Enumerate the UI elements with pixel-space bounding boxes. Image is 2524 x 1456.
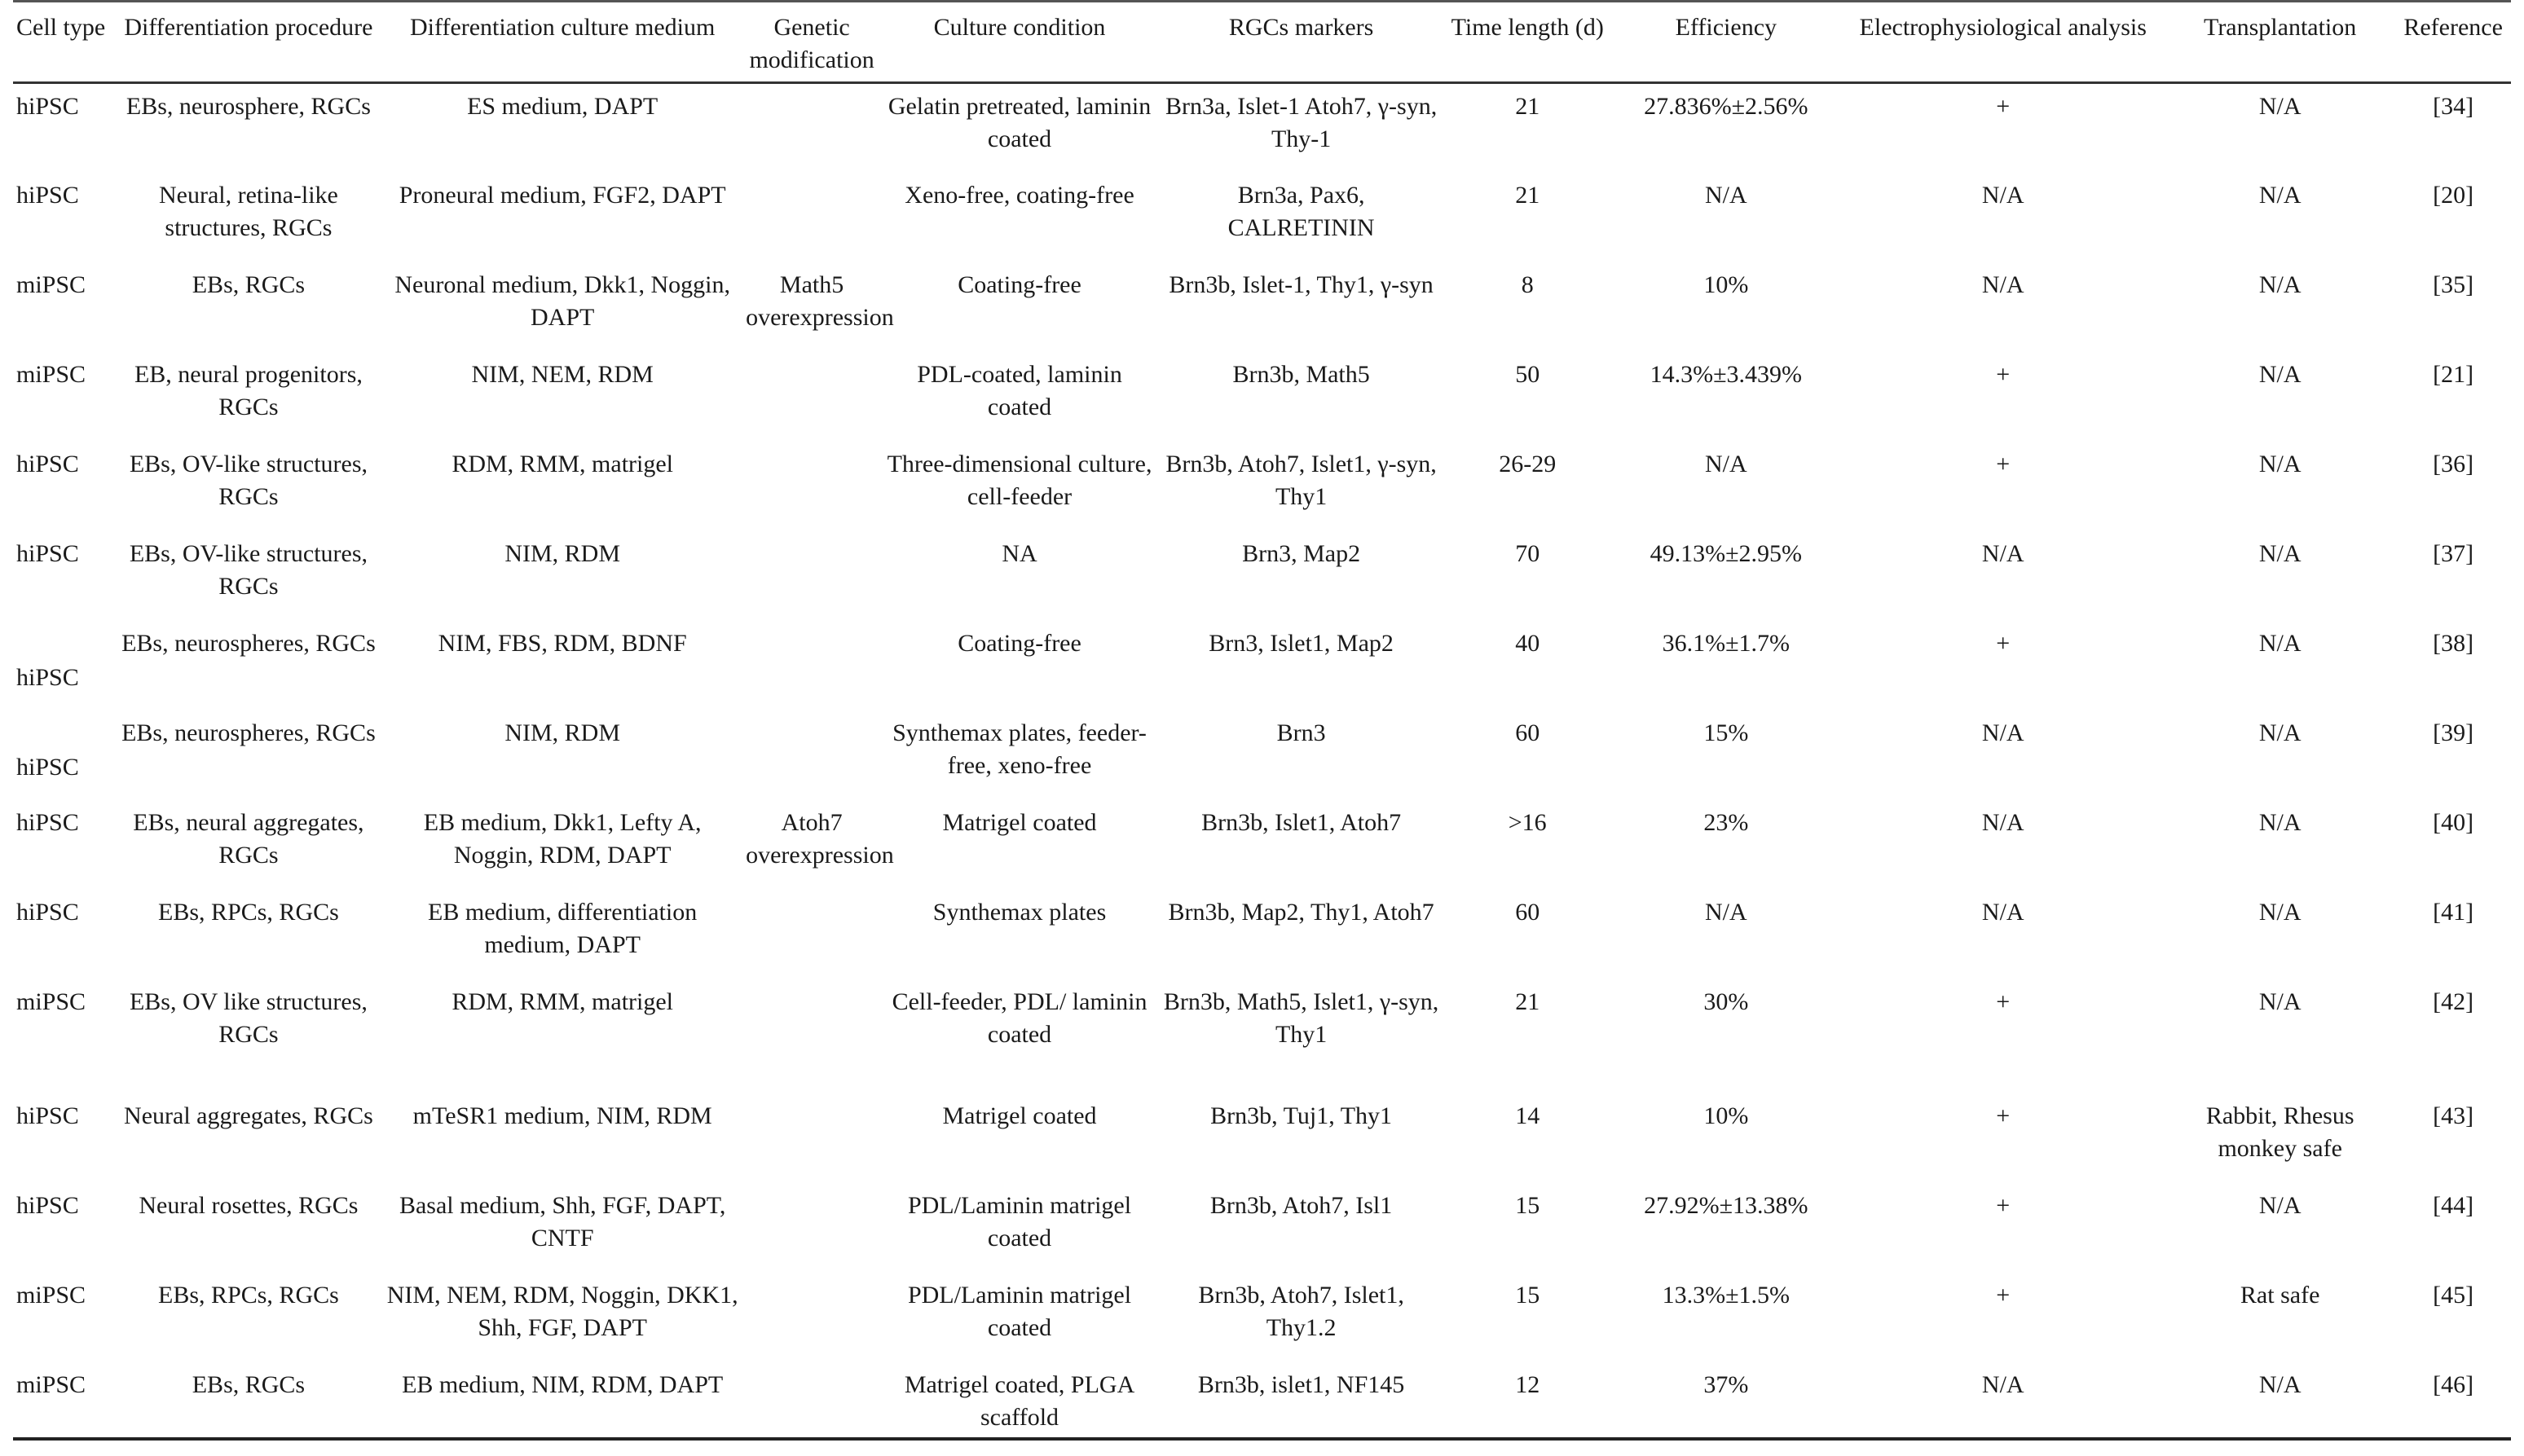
cell-transplantation: N/A — [2258, 271, 2302, 298]
header-genetic-modification: Genetic modification — [742, 0, 881, 83]
cell-culture-medium: Proneural medium, FGF2, DAPT — [399, 181, 726, 209]
cell-genetic-modification — [742, 1183, 881, 1273]
cell-time-length: 21 — [1515, 181, 1540, 209]
cell-culture-condition: Three-dimensional culture, cell-feeder — [887, 450, 1152, 510]
cell-culture-medium: NIM, FBS, RDM, BDNF — [438, 629, 687, 657]
cell-differentiation-procedure: EBs, OV-like structures, RGCs — [129, 539, 368, 600]
header-electrophysiological-analysis: Electrophysiological analysis — [1841, 0, 2165, 83]
cell-reference: [37] — [2433, 539, 2474, 567]
header-culture-condition: Culture condition — [881, 0, 1158, 83]
cell-rgc-markers: Brn3b, Atoh7, Islet1, γ-syn, Thy1 — [1165, 450, 1437, 510]
cell-reference: [20] — [2433, 181, 2474, 209]
cell-electrophysiological-analysis: + — [1996, 1281, 2011, 1309]
cell-genetic-modification — [742, 442, 881, 531]
table-row — [13, 83, 2511, 173]
cell-transplantation: N/A — [2258, 1191, 2302, 1219]
cell-electrophysiological-analysis: + — [1996, 450, 2011, 477]
cell-efficiency: 36.1%±1.7% — [1662, 629, 1791, 657]
cell-culture-medium: NIM, NEM, RDM — [471, 360, 654, 388]
cell-culture-condition: Matrigel coated, PLGA scaffold — [881, 1362, 1158, 1439]
cell-rgc-markers: Brn3a, Pax6, CALRETININ — [1227, 181, 1375, 241]
cell-genetic-modification — [742, 352, 881, 442]
cell-genetic-modification: Math5 overexpression — [746, 271, 894, 331]
cell-genetic-modification — [742, 531, 881, 621]
cell-culture-medium: Neuronal medium, Dkk1, Noggin, DAPT — [394, 271, 730, 331]
table-row — [13, 890, 2511, 979]
table-row — [13, 621, 2511, 710]
table-row — [13, 800, 2511, 890]
cell-time-length: 26-29 — [1499, 450, 1557, 477]
cell-transplantation: N/A — [2258, 808, 2302, 836]
cell-differentiation-procedure: EBs, neural aggregates, RGCs — [133, 808, 364, 869]
cell-culture-medium: mTeSR1 medium, NIM, RDM — [412, 1102, 712, 1129]
cell-culture-condition: Synthemax plates — [932, 898, 1107, 926]
cell-reference: [38] — [2433, 629, 2474, 657]
cell-culture-condition: Synthemax plates, feeder-free, xeno-free — [892, 719, 1147, 779]
cell-rgc-markers: Brn3a, Islet-1 Atoh7, γ-syn, Thy-1 — [1165, 93, 1438, 152]
cell-differentiation-procedure: EBs, neurospheres, RGCs — [121, 629, 376, 657]
cell-transplantation: Rat safe — [2240, 1281, 2320, 1309]
cell-genetic-modification — [742, 710, 881, 800]
cell-time-length: 70 — [1515, 539, 1540, 567]
cell-rgc-markers: Brn3b, Islet-1, Thy1, γ-syn — [1169, 271, 1434, 298]
cell-differentiation-procedure: Neural, retina-like structures, RGCs — [158, 181, 338, 241]
cell-culture-condition: Xeno-free, coating-free — [905, 181, 1134, 209]
cell-electrophysiological-analysis: N/A — [1981, 539, 2024, 567]
top-rule — [13, 0, 2511, 2]
cell-efficiency: 10% — [1703, 1102, 1749, 1129]
cell-cell-type: miPSC — [13, 1362, 115, 1439]
cell-culture-condition: Coating-free — [958, 629, 1081, 657]
cell-electrophysiological-analysis: N/A — [1981, 181, 2024, 209]
cell-time-length: 15 — [1515, 1281, 1540, 1309]
cell-electrophysiological-analysis: + — [1996, 1191, 2011, 1219]
cell-reference: [42] — [2433, 988, 2474, 1015]
table-row — [13, 352, 2511, 442]
cell-reference: [35] — [2433, 271, 2474, 298]
cell-time-length: 60 — [1515, 898, 1540, 926]
header-culture-medium: Differentiation culture medium — [382, 0, 742, 83]
table-row — [13, 442, 2511, 531]
cell-electrophysiological-analysis: + — [1996, 360, 2011, 388]
cell-cell-type: hiPSC — [16, 450, 79, 477]
cell-rgc-markers: Brn3, Islet1, Map2 — [1209, 629, 1394, 657]
cell-efficiency: N/A — [1704, 181, 1747, 209]
cell-culture-medium: NIM, RDM — [504, 539, 620, 567]
cell-genetic-modification — [742, 1093, 881, 1183]
cell-electrophysiological-analysis: N/A — [1841, 1362, 2165, 1439]
table-row — [13, 710, 2511, 800]
cell-cell-type: hiPSC — [16, 93, 79, 120]
cell-genetic-modification — [742, 173, 881, 262]
cell-cell-type: hiPSC — [16, 898, 79, 926]
header-transplantation: Transplantation — [2165, 0, 2395, 83]
cell-reference: [36] — [2433, 450, 2474, 477]
cell-culture-condition: PDL-coated, laminin coated — [917, 360, 1122, 420]
cell-culture-medium: ES medium, DAPT — [467, 93, 659, 120]
cell-genetic-modification — [742, 83, 881, 173]
cell-genetic-modification — [742, 979, 881, 1093]
cell-cell-type: hiPSC — [16, 539, 79, 567]
cell-culture-condition: Coating-free — [958, 271, 1081, 298]
cell-differentiation-procedure: EB, neural progenitors, RGCs — [134, 360, 363, 420]
cell-electrophysiological-analysis: + — [1996, 93, 2011, 120]
cell-cell-type: miPSC — [16, 1281, 86, 1309]
cell-culture-condition: PDL/Laminin matrigel coated — [907, 1281, 1132, 1341]
header-reference: Reference — [2395, 0, 2511, 83]
header-time-length: Time length (d) — [1444, 0, 1610, 83]
cell-electrophysiological-analysis: N/A — [1981, 808, 2024, 836]
cell-efficiency: 13.3%±1.5% — [1662, 1281, 1791, 1309]
cell-transplantation: N/A — [2258, 181, 2302, 209]
cell-reference: [39] — [2433, 719, 2474, 746]
header-efficiency: Efficiency — [1610, 0, 1841, 83]
cell-differentiation-procedure: EBs, RPCs, RGCs — [158, 898, 339, 926]
cell-rgc-markers: Brn3b, Math5, Islet1, γ-syn, Thy1 — [1163, 988, 1439, 1048]
cell-transplantation: N/A — [2258, 539, 2302, 567]
table-row — [13, 1093, 2511, 1183]
cell-time-length: >16 — [1508, 808, 1547, 836]
cell-efficiency: 14.3%±3.439% — [1650, 360, 1803, 388]
cell-efficiency: N/A — [1704, 450, 1747, 477]
cell-genetic-modification — [742, 1362, 881, 1439]
cell-transplantation: Rabbit, Rhesus monkey safe — [2205, 1102, 2354, 1162]
cell-cell-type: hiPSC — [16, 181, 79, 209]
cell-efficiency: 49.13%±2.95% — [1650, 539, 1803, 567]
cell-reference: [43] — [2433, 1102, 2474, 1129]
cell-transplantation: N/A — [2258, 450, 2302, 477]
rgc-differentiation-table-container — [13, 0, 2511, 1441]
cell-rgc-markers: Brn3b, islet1, NF145 — [1158, 1362, 1444, 1439]
cell-culture-condition: PDL/Laminin matrigel coated — [907, 1191, 1132, 1251]
cell-differentiation-procedure: EBs, neurosphere, RGCs — [126, 93, 371, 120]
header-cell-type: Cell type — [13, 0, 115, 83]
cell-rgc-markers: Brn3b, Islet1, Atoh7 — [1201, 808, 1402, 836]
cell-culture-medium: RDM, RMM, matrigel — [452, 988, 673, 1015]
cell-cell-type: hiPSC — [16, 808, 79, 836]
cell-rgc-markers: Brn3b, Tuj1, Thy1 — [1210, 1102, 1393, 1129]
cell-differentiation-procedure: EBs, RGCs — [115, 1362, 383, 1439]
cell-culture-condition: Cell-feeder, PDL/ laminin coated — [892, 988, 1147, 1048]
table-row — [13, 262, 2511, 352]
cell-cell-type: hiPSC — [16, 1191, 79, 1219]
table-body — [13, 83, 2511, 1439]
cell-genetic-modification — [742, 621, 881, 710]
cell-culture-condition: NA — [1002, 539, 1037, 567]
cell-time-length: 14 — [1515, 1102, 1540, 1129]
cell-reference: [44] — [2433, 1191, 2474, 1219]
table-row — [13, 979, 2511, 1093]
cell-cell-type: miPSC — [16, 271, 86, 298]
cell-rgc-markers: Brn3b, Math5 — [1232, 360, 1370, 388]
cell-efficiency: 27.92%±13.38% — [1644, 1191, 1808, 1219]
cell-transplantation: N/A — [2258, 629, 2302, 657]
cell-time-length: 12 — [1444, 1362, 1610, 1439]
cell-time-length: 8 — [1521, 271, 1534, 298]
cell-transplantation: N/A — [2165, 1362, 2395, 1439]
cell-efficiency: 37% — [1610, 1362, 1841, 1439]
cell-transplantation: N/A — [2258, 898, 2302, 926]
cell-transplantation: N/A — [2258, 988, 2302, 1015]
cell-efficiency: 30% — [1703, 988, 1749, 1015]
cell-differentiation-procedure: EBs, RPCs, RGCs — [158, 1281, 339, 1309]
cell-rgc-markers: Brn3 — [1276, 719, 1326, 746]
cell-reference: [41] — [2433, 898, 2474, 926]
cell-electrophysiological-analysis: N/A — [1981, 719, 2024, 746]
cell-electrophysiological-analysis: + — [1996, 988, 2011, 1015]
cell-electrophysiological-analysis: N/A — [1981, 271, 2024, 298]
header-differentiation-procedure: Differentiation procedure — [115, 0, 383, 83]
cell-time-length: 50 — [1515, 360, 1540, 388]
header-row — [13, 0, 2511, 83]
cell-differentiation-procedure: EBs, OV like structures, RGCs — [129, 988, 368, 1048]
cell-cell-type: hiPSC — [16, 1102, 79, 1129]
cell-time-length: 15 — [1515, 1191, 1540, 1219]
cell-transplantation: N/A — [2258, 93, 2302, 120]
cell-culture-medium: NIM, NEM, RDM, Noggin, DKK1, Shh, FGF, DAPT — [386, 1281, 738, 1341]
cell-culture-condition: Gelatin pretreated, laminin coated — [888, 93, 1152, 152]
cell-genetic-modification: Atoh7 overexpression — [746, 808, 894, 869]
cell-culture-medium: RDM, RMM, matrigel — [452, 450, 673, 477]
cell-rgc-markers: Brn3b, Map2, Thy1, Atoh7 — [1168, 898, 1434, 926]
cell-cell-type: hiPSC — [16, 753, 79, 781]
cell-culture-condition: Matrigel coated — [942, 808, 1097, 836]
cell-efficiency: 27.836%±2.56% — [1644, 93, 1808, 120]
table-row — [13, 173, 2511, 262]
rgc-differentiation-table — [13, 0, 2511, 1441]
cell-efficiency: N/A — [1704, 898, 1747, 926]
cell-reference: [46] — [2395, 1362, 2511, 1439]
table-row — [13, 1362, 2511, 1439]
cell-reference: [45] — [2433, 1281, 2474, 1309]
cell-culture-medium: EB medium, Dkk1, Lefty A, Noggin, RDM, DAPT — [423, 808, 702, 869]
cell-cell-type: miPSC — [16, 360, 86, 388]
cell-reference: [21] — [2433, 360, 2474, 388]
cell-efficiency: 15% — [1703, 719, 1749, 746]
cell-transplantation: N/A — [2258, 719, 2302, 746]
header-rgc-markers: RGCs markers — [1158, 0, 1444, 83]
cell-rgc-markers: Brn3, Map2 — [1242, 539, 1361, 567]
table-row — [13, 1183, 2511, 1273]
cell-transplantation: N/A — [2258, 360, 2302, 388]
cell-rgc-markers: Brn3b, Atoh7, Isl1 — [1209, 1191, 1393, 1219]
cell-electrophysiological-analysis: + — [1996, 629, 2011, 657]
cell-cell-type: miPSC — [16, 988, 86, 1015]
cell-electrophysiological-analysis: + — [1996, 1102, 2011, 1129]
cell-culture-medium: EB medium, differentiation medium, DAPT — [428, 898, 698, 958]
cell-reference: [34] — [2433, 93, 2474, 120]
cell-differentiation-procedure: Neural aggregates, RGCs — [124, 1102, 373, 1129]
cell-reference: [40] — [2433, 808, 2474, 836]
cell-time-length: 40 — [1515, 629, 1540, 657]
cell-time-length: 21 — [1515, 988, 1540, 1015]
cell-efficiency: 23% — [1703, 808, 1749, 836]
table-row — [13, 1273, 2511, 1362]
cell-differentiation-procedure: EBs, RGCs — [192, 271, 306, 298]
cell-culture-medium: NIM, RDM — [504, 719, 620, 746]
cell-differentiation-procedure: EBs, OV-like structures, RGCs — [129, 450, 368, 510]
table-header — [13, 0, 2511, 83]
table-row — [13, 531, 2511, 621]
cell-cell-type: hiPSC — [16, 663, 79, 691]
cell-time-length: 60 — [1515, 719, 1540, 746]
cell-electrophysiological-analysis: N/A — [1981, 898, 2024, 926]
cell-differentiation-procedure: Neural rosettes, RGCs — [139, 1191, 359, 1219]
cell-efficiency: 10% — [1703, 271, 1749, 298]
cell-culture-condition: Matrigel coated — [942, 1102, 1097, 1129]
cell-genetic-modification — [742, 890, 881, 979]
cell-differentiation-procedure: EBs, neurospheres, RGCs — [121, 719, 376, 746]
cell-culture-medium: EB medium, NIM, RDM, DAPT — [382, 1362, 742, 1439]
cell-time-length: 21 — [1515, 93, 1540, 120]
cell-rgc-markers: Brn3b, Atoh7, Islet1, Thy1.2 — [1198, 1281, 1404, 1341]
cell-genetic-modification — [742, 1273, 881, 1362]
cell-culture-medium: Basal medium, Shh, FGF, DAPT, CNTF — [399, 1191, 726, 1251]
